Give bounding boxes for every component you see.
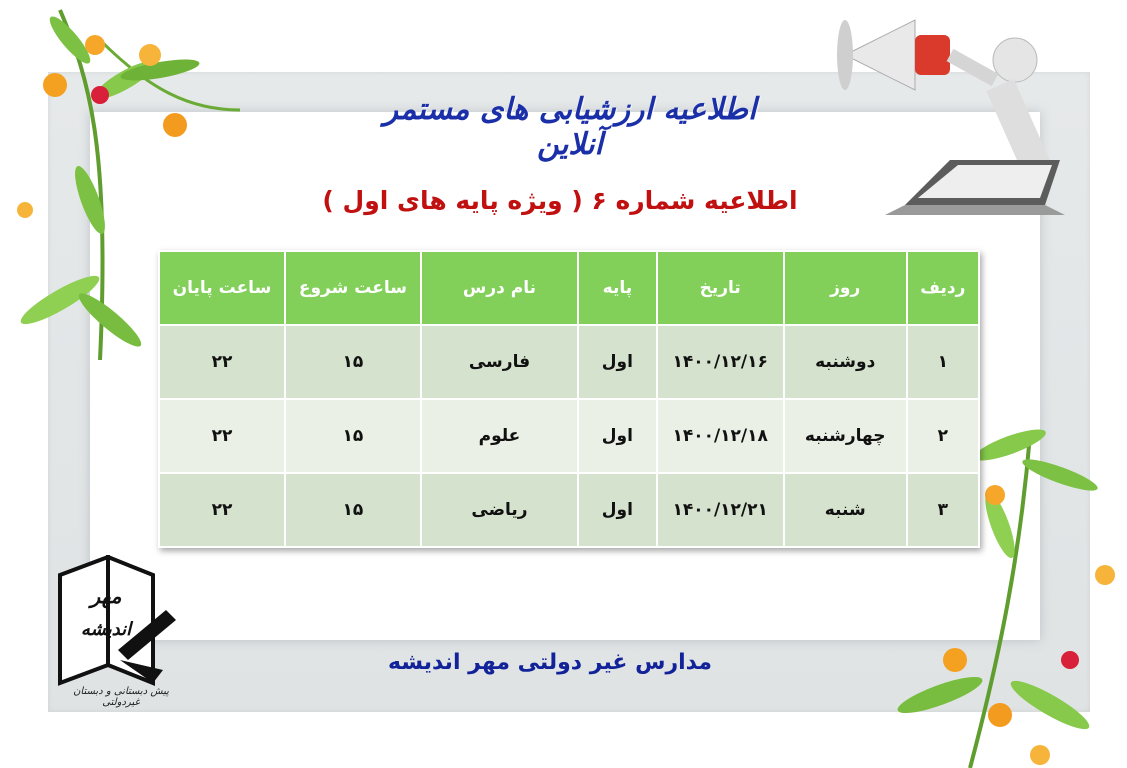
table-row <box>159 473 979 547</box>
end-time-cell: ۲۲ <box>159 399 285 473</box>
megaphone-laptop-illustration <box>830 0 1070 220</box>
start-time-cell: ۱۵ <box>285 473 421 547</box>
column-header: ساعت شروع <box>285 251 421 325</box>
exam-schedule-table <box>158 250 980 548</box>
day-cell: شنبه <box>784 473 907 547</box>
date-cell: ۱۴۰۰/۱۲/۲۱ <box>657 473 784 547</box>
column-header: تاریخ <box>657 251 784 325</box>
start-time-cell: ۱۵ <box>285 325 421 399</box>
date-cell: ۱۴۰۰/۱۲/۱۶ <box>657 325 784 399</box>
footer-school-name: مدارس غیر دولتی مهر اندیشه <box>387 650 713 675</box>
column-header: روز <box>784 251 907 325</box>
subject-cell: ریاضی <box>421 473 578 547</box>
logo-name-line2: اندیشه <box>80 619 132 640</box>
column-header: پایه <box>578 251 657 325</box>
page-title: اطلاعیه ارزشیابی های مستمر آنلاین <box>383 92 757 162</box>
end-time-cell: ۲۲ <box>159 325 285 399</box>
logo-name-line1: مهر <box>90 584 122 608</box>
day-cell: دوشنبه <box>784 325 907 399</box>
date-cell: ۱۴۰۰/۱۲/۱۸ <box>657 399 784 473</box>
column-header: نام درس <box>421 251 578 325</box>
table-row <box>159 399 979 473</box>
table-row <box>159 325 979 399</box>
row-number: ۲ <box>907 399 979 473</box>
row-number: ۱ <box>907 325 979 399</box>
school-logo <box>48 555 188 700</box>
grade-cell: اول <box>578 325 657 399</box>
row-number: ۳ <box>907 473 979 547</box>
start-time-cell: ۱۵ <box>285 399 421 473</box>
subject-cell: فارسی <box>421 325 578 399</box>
logo-caption: پیش دبستانی و دبستان غیردولتی <box>73 686 169 708</box>
day-cell: چهارشنبه <box>784 399 907 473</box>
grade-cell: اول <box>578 399 657 473</box>
subject-cell: علوم <box>421 399 578 473</box>
table-header-row <box>159 251 979 325</box>
end-time-cell: ۲۲ <box>159 473 285 547</box>
column-header: ساعت پایان <box>159 251 285 325</box>
grade-cell: اول <box>578 473 657 547</box>
announcement-subtitle: اطلاعیه شماره ۶ ( ویژه پایه های اول ) <box>322 186 798 215</box>
column-header: ردیف <box>907 251 979 325</box>
